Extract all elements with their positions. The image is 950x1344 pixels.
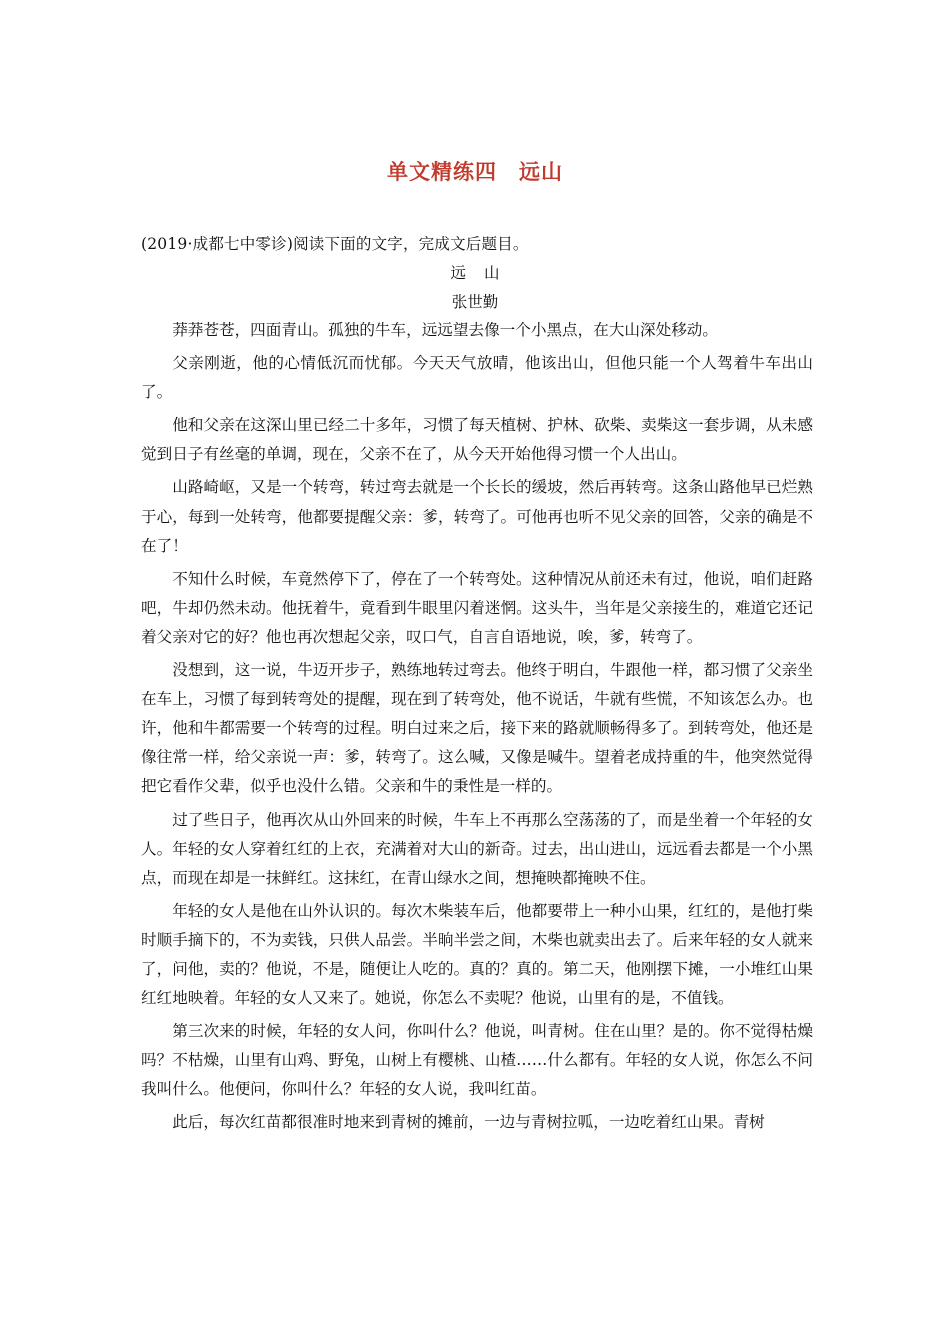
article-body xyxy=(141,316,813,1142)
paragraph-9: 第三次来的时候，年轻的女人问，你叫什么？他说，叫青树。住在山里？是的。你不觉得枯燥吗？不枯燥，山里有山鸡、野兔，山树上有樱桃、山楂……什么都有。年轻的女人说，你怎么不问我叫什么。他便问，你叫什么？年轻的女人说，我叫红苗。 xyxy=(141,1022,813,1099)
title-part-2: 远山 xyxy=(519,160,563,184)
paragraph-3: 他和父亲在这深山里已经二十多年，习惯了每天植树、护林、砍柴、卖柴这一套步调，从未感觉到日子有丝毫的单调，现在，父亲不在了，从今天开始他得习惯一个人出山。 xyxy=(141,416,813,464)
source-instruction: (2019·成都七中零诊)阅读下面的文字，完成文后题目。 xyxy=(141,235,529,253)
page-title xyxy=(0,156,950,186)
title-part-1: 单文精练四 xyxy=(387,160,497,184)
paragraph-2: 父亲刚逝，他的心情低沉而忧郁。今天天气放晴，他该出山，但他只能一个人驾着牛车出山了。 xyxy=(141,354,813,402)
article-author: 张世勤 xyxy=(451,293,499,311)
paragraph-4: 山路崎岖，又是一个转弯，转过弯去就是一个长长的缓坡，然后再转弯。这条山路他早已烂熟于心，每到一处转弯，他都要提醒父亲：爹，转弯了。可他再也听不见父亲的回答，父亲的确是不在了！ xyxy=(141,478,813,555)
paragraph-8: 年轻的女人是他在山外认识的。每次木柴装车后，他都要带上一种小山果，红红的，是他打柴时顺手摘下的，不为卖钱，只供人品尝。半晌半尝之间，木柴也就卖出去了。后来年轻的女人就来了，问他，卖的？他说，不是，随便让人吃的。真的？真的。第二天，他刚摆下摊，一小堆红山果红红地映着。年轻的女人又来了。她说，你怎么不卖呢？他说，山里有的是，不值钱。 xyxy=(141,901,813,1008)
paragraph-1: 莽莽苍苍，四面青山。孤独的牛车，远远望去像一个小黑点，在大山深处移动。 xyxy=(172,321,718,339)
paragraph-10: 此后，每次红苗都很准时地来到青树的摊前，一边与青树拉呱，一边吃着红山果。青树 xyxy=(172,1113,765,1132)
paragraph-7: 过了些日子，他再次从山外回来的时候，牛车上不再那么空荡荡的了，而是坐着一个年轻的女人。年轻的女人穿着红红的上衣，充满着对大山的新奇。过去，出山进山，远远看去都是一个小黑点，而现在却是一抹鲜红。这抹红，在青山绿水之间，想掩映都掩映不住。 xyxy=(141,810,813,887)
article-title-char-1: 远 xyxy=(450,264,466,282)
paragraph-6: 没想到，这一说，牛迈开步子，熟练地转过弯去。他终于明白，牛跟他一样，都习惯了父亲坐在车上，习惯了每到转弯处的提醒，现在到了转弯处，他不说话，牛就有些慌，不知该怎么办。也许，他和牛都需要一个转弯的过程。明白过来之后，接下来的路就顺畅得多了。到转弯处，他还是像往常一样，给父亲说一声：爹，转弯了。这么喊，又像是喊牛。望着老成持重的牛，他突然觉得把它看作父辈，似乎也没什么错。父亲和牛的秉性是一样的。 xyxy=(141,661,813,796)
article-title xyxy=(0,261,950,283)
paragraph-5: 不知什么时候，车竟然停下了，停在了一个转弯处。这种情况从前还未有过，他说，咱们赶路吧，牛却仍然未动。他抚着牛，竟看到牛眼里闪着迷惘。这头牛，当年是父亲接生的，难道它还记着父亲对它的好？他也再次想起父亲，叹口气，自言自语地说，唉，爹，转弯了。 xyxy=(141,569,813,646)
article-title-char-2: 山 xyxy=(484,264,500,282)
